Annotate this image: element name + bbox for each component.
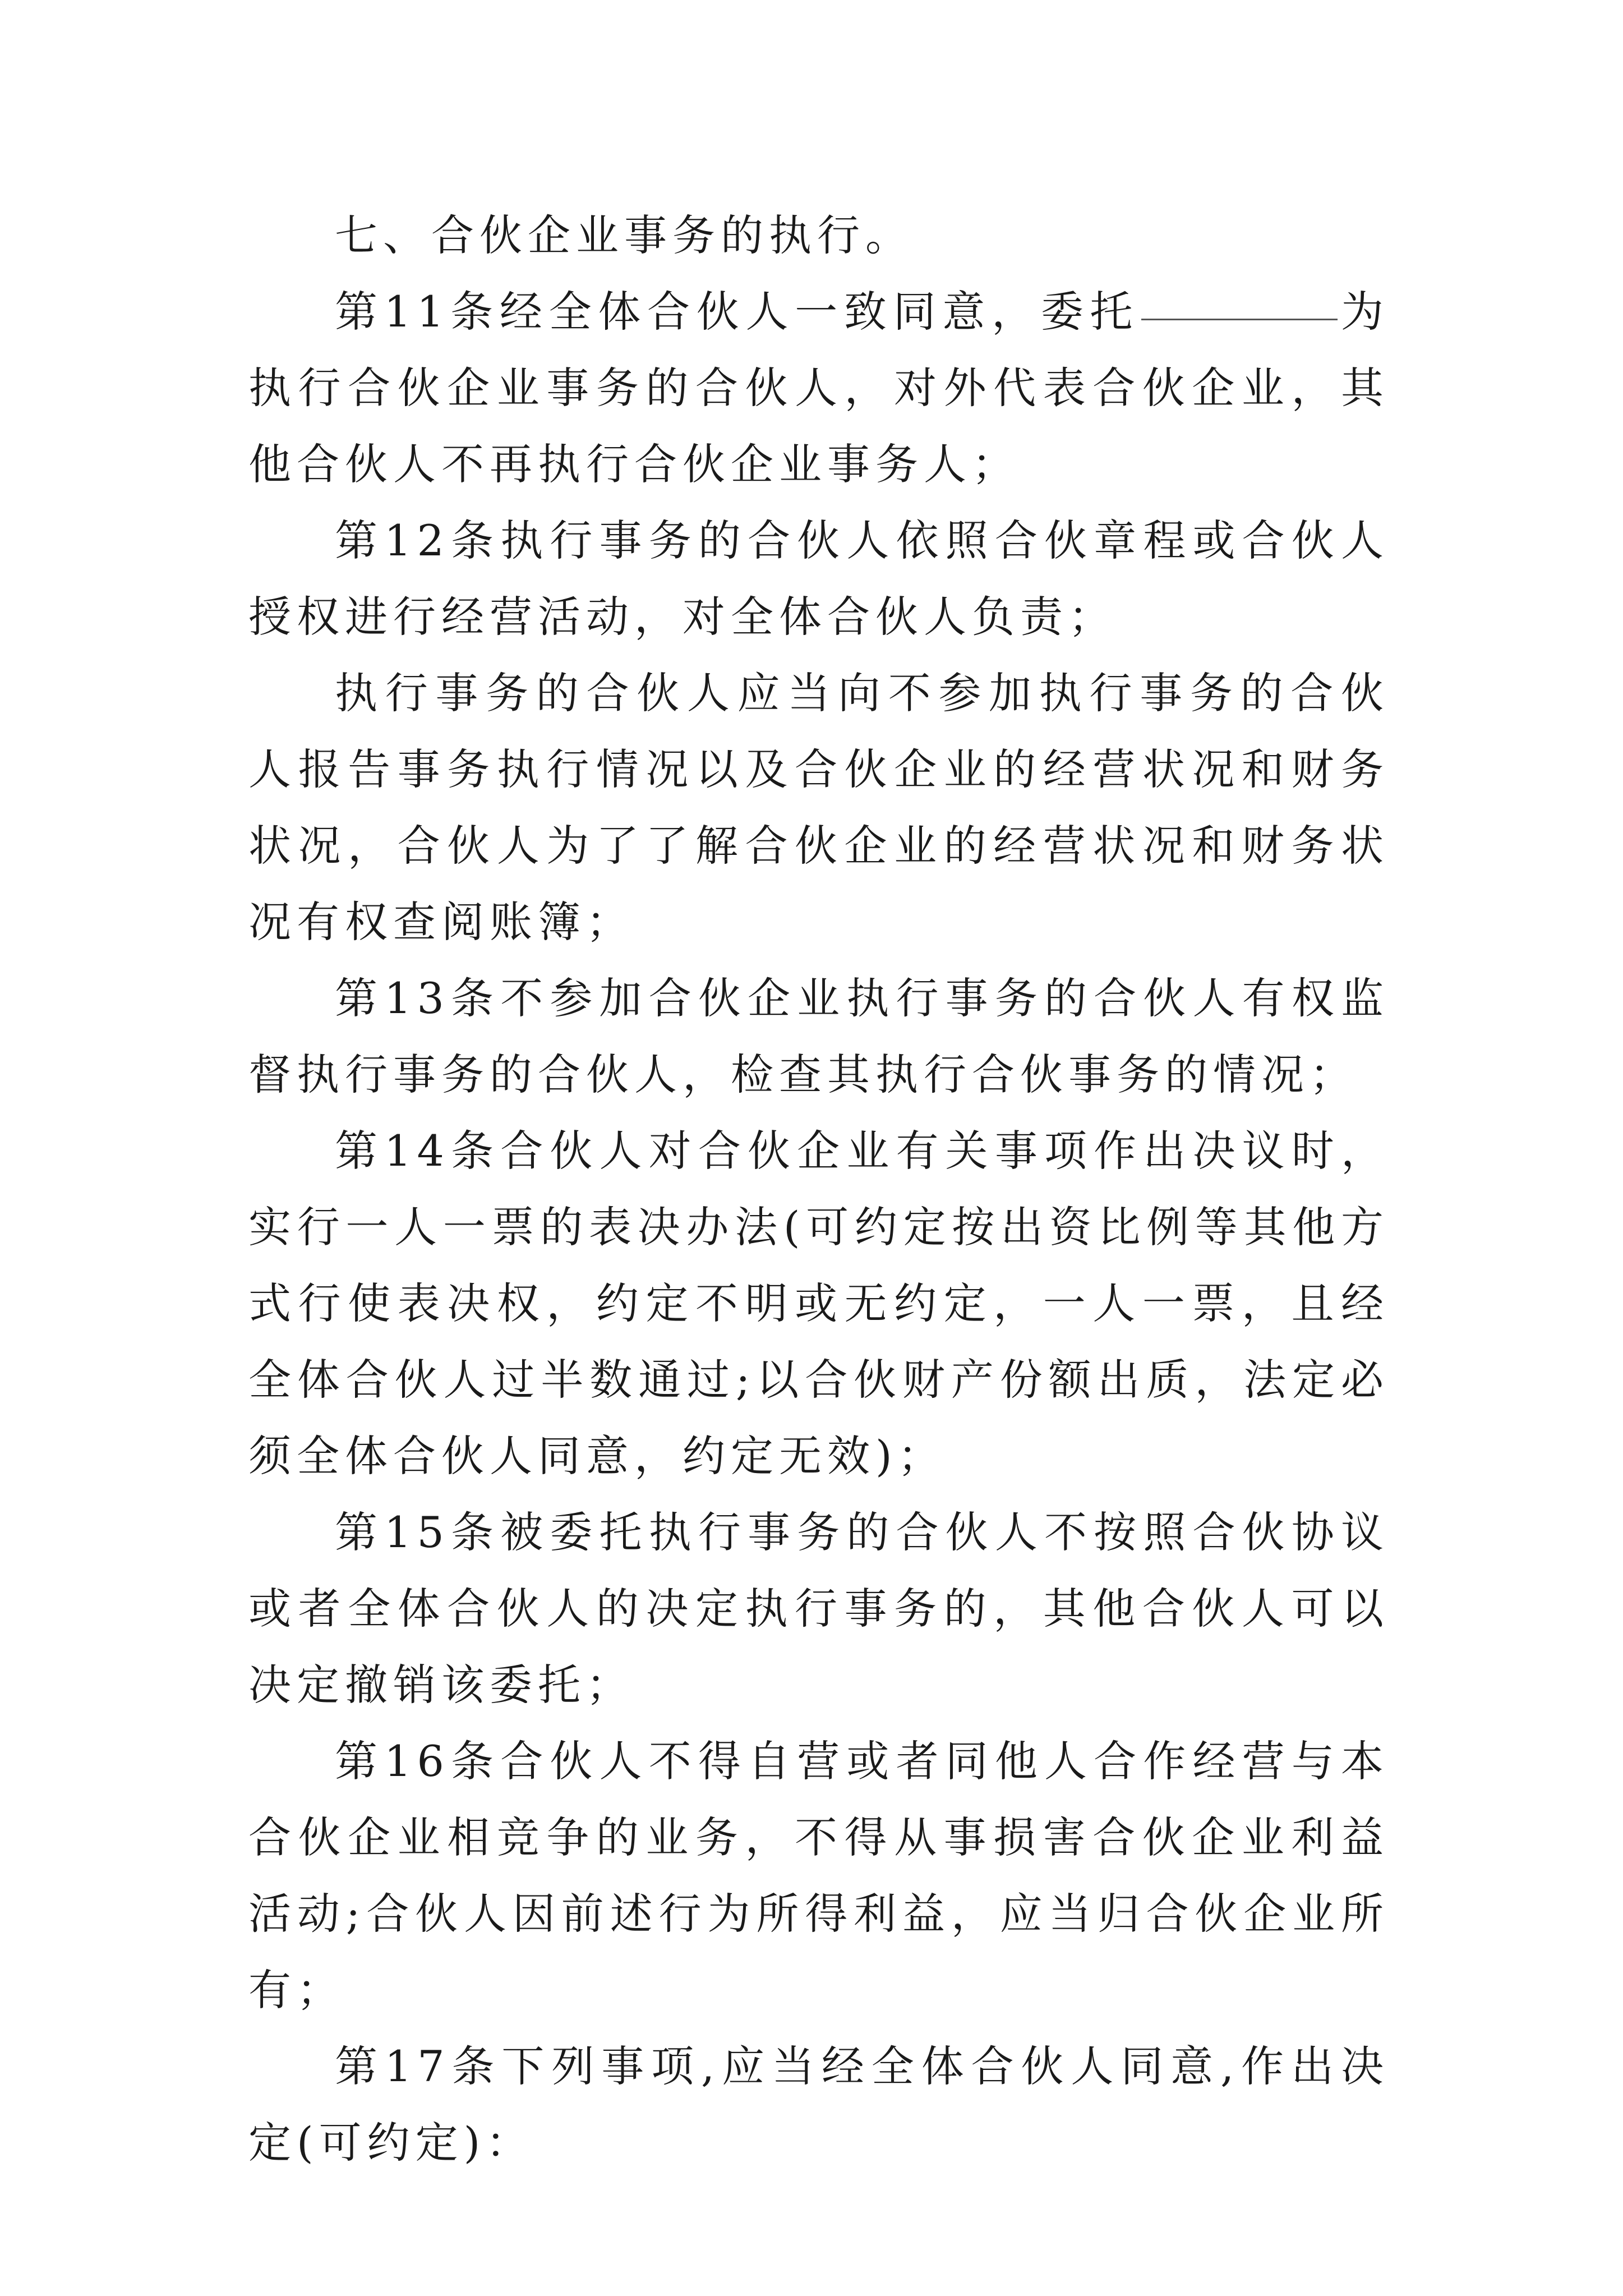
article-11-text-start: 第11条经全体合伙人一致同意，委托 — [335, 287, 1140, 337]
article-12-paragraph: 第12条执行事务的合伙人依照合伙章程或合伙人授权进行经营活动，对全体合伙人负责； — [248, 516, 1389, 642]
document-body — [248, 197, 1389, 2181]
article-12-paragraph-2: 执行事务的合伙人应当向不参加执行事务的合伙人报告事务执行情况以及合伙企业的经营状况和财务状况，合伙人为了了解合伙企业的经营状况和财务状况有权查阅账簿； — [248, 668, 1389, 947]
article-13-paragraph: 第13条不参加合伙企业执行事务的合伙人有权监督执行事务的合伙人，检查其执行合伙事务的情况； — [248, 973, 1389, 1099]
article-14-paragraph: 第14条合伙人对合伙企业有关事项作出决议时，实行一人一票的表决办法(可约定按出资比例等其他方式行使表决权，约定不明或无约定，一人一票，且经全体合伙人过半数通过;以合伙财产份额出质，法定必须全体合伙人同意，约定无效)； — [248, 1126, 1389, 1481]
section-heading: 七、合伙企业事务的执行。 — [335, 210, 914, 260]
article-15-paragraph: 第15条被委托执行事务的合伙人不按照合伙协议或者全体合伙人的决定执行事务的，其他合伙人可以决定撤销该委托； — [248, 1507, 1389, 1710]
fill-in-blank — [1141, 318, 1338, 320]
article-16-paragraph: 第16条合伙人不得自营或者同他人合作经营与本合伙企业相竞争的业务，不得从事损害合伙企业利益活动;合伙人因前述行为所得利益，应当归合伙企业所有； — [248, 1736, 1389, 2015]
article-17-paragraph: 第17条下列事项,应当经全体合伙人同意,作出决定(可约定)： — [248, 2041, 1389, 2168]
article-11-paragraph — [248, 274, 1389, 503]
article-11-text-end: 为执行合伙企业事务的合伙人，对外代表合伙企业，其他合伙人不再执行合伙企业事务人； — [248, 287, 1389, 489]
